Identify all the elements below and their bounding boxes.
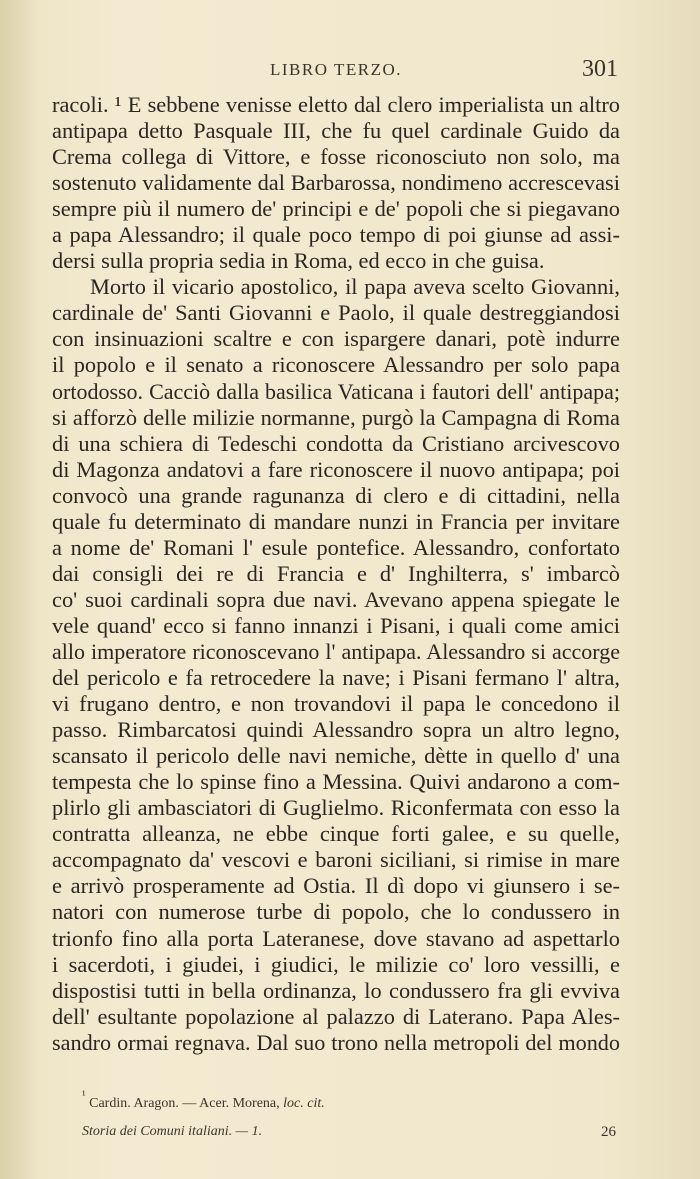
- text-line: scansato il pericolo delle navi nemiche, dètte in quello d' una: [52, 743, 620, 769]
- text-line: racoli. ¹ E sebbene venisse eletto dal clero imperialista un altro: [52, 92, 620, 117]
- text-line: plirlo gli ambasciatori di Guglielmo. Riconfermata con esso la: [52, 795, 620, 821]
- footnote-marker: ¹: [82, 1088, 86, 1102]
- signature-title: Storia dei Comuni italiani. — 1.: [82, 1124, 263, 1139]
- footnote-citation: loc. cit.: [283, 1096, 325, 1111]
- text-line: sempre più il numero de' principi e de' popoli che si piegavano: [52, 196, 620, 222]
- text-line: dersi sulla propria sedia in Roma, ed ecco in che guisa.: [52, 248, 545, 274]
- text-line: di una schiera di Tedeschi condotta da Cristiano arcivescovo: [52, 430, 620, 456]
- text-line: a nome de' Romani l' esule pontefice. Alessandro, confortato: [52, 534, 620, 560]
- text-line: contratta alleanza, ne ebbe cinque forti galee, e su quelle,: [52, 821, 620, 847]
- text-line: dispostisi tutti in bella ordinanza, lo condussero fra gli evviva: [52, 977, 620, 1003]
- text-line: si afforzò delle milizie normanne, purgò la Campagna di Roma: [52, 404, 620, 430]
- footnote-text: Cardin. Aragon. — Acer. Morena,: [89, 1096, 280, 1111]
- page-header: [50, 58, 622, 88]
- running-head: LIBRO TERZO.: [270, 60, 402, 79]
- text-line: cardinale de' Santi Giovanni e Paolo, il quale destreggiandosi: [52, 300, 620, 326]
- body-text: [52, 92, 620, 1056]
- text-line: dell' esultante popolazione al palazzo di Laterano. Papa Ales-: [52, 1003, 620, 1029]
- signature-line: [82, 1124, 622, 1140]
- text-line: co' suoi cardinali sopra due navi. Avevano appena spiegate le: [52, 586, 620, 612]
- text-line: tempesta che lo spinse fino a Messina. Quivi andarono a com-: [52, 769, 620, 795]
- text-line: antipapa detto Pasquale III, che fu quel cardinale Guido da: [52, 118, 620, 144]
- text-line: quale fu determinato di mandare nunzi in Francia per invitare: [52, 508, 620, 534]
- text-line: i sacerdoti, i giudei, i giudici, le milizie co' loro vessilli, e: [52, 951, 620, 977]
- text-line: con insinuazioni scaltre e con ispargere danari, potè indurre: [52, 326, 620, 352]
- text-line: vele quand' ecco si fanno innanzi i Pisani, i quali come amici: [52, 612, 620, 638]
- text-line: passo. Rimbarcatosi quindi Alessandro sopra un altro legno,: [52, 717, 620, 743]
- signature-number: 26: [601, 1124, 616, 1140]
- text-line: dai consigli dei re di Francia e d' Inghilterra, s' imbarcò: [52, 560, 620, 586]
- footnote: [82, 1088, 325, 1112]
- text-line: natori con numerose turbe di popolo, che lo condussero in: [52, 899, 620, 925]
- text-line: trionfo fino alla porta Lateranese, dove stavano ad aspettarlo: [52, 925, 620, 951]
- text-line: del pericolo e fa retrocedere la nave; i Pisani fermano l' altra,: [52, 665, 620, 691]
- text-line: vi frugano dentro, e non trovandovi il papa le concedono il: [52, 691, 620, 717]
- text-line: convocò una grande ragunanza di clero e di cittadini, nella: [52, 482, 620, 508]
- text-line: a papa Alessandro; il quale poco tempo di poi giunse ad assi-: [52, 222, 620, 248]
- page-number: 301: [582, 56, 618, 82]
- text-line: e arrivò prosperamente ad Ostia. Il dì dopo vi giunsero i se-: [52, 873, 620, 899]
- text-line: di Magonza andatovi a fare riconoscere il nuovo antipapa; poi: [52, 456, 620, 482]
- text-line: il popolo e il senato a riconoscere Alessandro per solo papa: [52, 352, 620, 378]
- text-line: Morto il vicario apostolico, il papa aveva scelto Giovanni,: [90, 274, 620, 300]
- text-line: sandro ormai regnava. Dal suo trono nella metropoli del mondo: [52, 1029, 620, 1055]
- text-line: sostenuto validamente dal Barbarossa, nondimeno accrescevasi: [52, 170, 620, 196]
- text-line: Crema collega di Vittore, e fosse riconosciuto non solo, ma: [52, 144, 620, 170]
- text-line: allo imperatore riconoscevano l' antipapa. Alessandro si accorge: [52, 638, 620, 664]
- text-line: ortodosso. Cacciò dalla basilica Vaticana i fautori dell' antipapa;: [52, 378, 620, 404]
- text-line: accompagnato da' vescovi e baroni siciliani, si rimise in mare: [52, 847, 620, 873]
